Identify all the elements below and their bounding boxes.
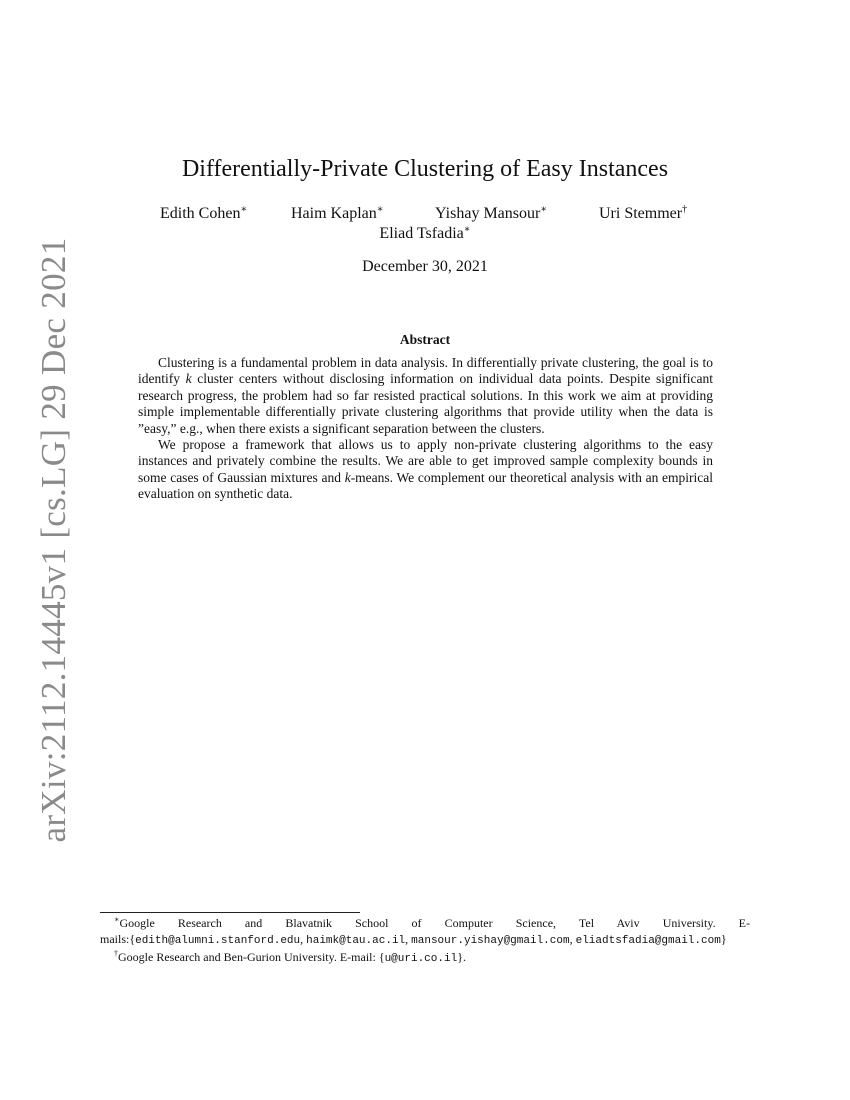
email-link[interactable]: edith@alumni.stanford.edu xyxy=(135,935,301,947)
footnotes xyxy=(100,915,750,967)
footnote-1-emails: mails:{edith@alumni.stanford.edu, haimk@tau.ac.il, mansour.yishay@gmail.com, eliadtsfadia@gmail.com} xyxy=(100,932,727,947)
footnote-2: †Google Research and Ben-Gurion University. E-mail: {u@uri.co.il}. xyxy=(114,949,466,965)
email-link[interactable]: mansour.yishay@gmail.com xyxy=(411,935,570,947)
email-link[interactable]: haimk@tau.ac.il xyxy=(306,935,406,947)
publication-date: December 30, 2021 xyxy=(362,258,488,275)
author-haim-kaplan: Haim Kaplan∗ xyxy=(291,204,384,222)
footnote-divider xyxy=(100,912,360,913)
abstract-heading: Abstract xyxy=(399,332,451,347)
author-uri-stemmer: Uri Stemmer† xyxy=(599,204,688,222)
author-yishay-mansour: Yishay Mansour∗ xyxy=(435,204,548,222)
abstract-paragraph-1: Clustering is a fundamental problem in data analysis. In differentially private clustering, the goal is to identify k cluster centers without disclosing information on individual data points. Despite significant research progress, the problem had so far resisted practical solutions. In this work we aim at providing simple implementable differentially private clustering algorithms that provide utility when the data is ”easy,” e.g., when there exists a significant separation between the clusters. xyxy=(138,355,713,436)
author-eliad-tsfadia: Eliad Tsfadia∗ xyxy=(379,224,471,242)
arxiv-stamp: arXiv:2112.14445v1 [cs.LG] 29 Dec 2021 xyxy=(34,237,73,843)
abstract-paragraph-2: We propose a framework that allows us to apply non-private clustering algorithms to the easy instances and privately combine the results. We are able to get improved sample complexity bounds in some cases of Gaussian mixtures and k-means. We complement our theoretical analysis with an empirical evaluation on synthetic data. xyxy=(138,437,713,502)
paper-title: Differentially-Private Clustering of Easy Instances xyxy=(181,156,669,182)
abstract-body xyxy=(138,355,713,503)
author-edith-cohen: Edith Cohen∗ xyxy=(160,204,248,222)
email-link[interactable]: u@uri.co.il xyxy=(384,953,458,965)
author-list xyxy=(0,204,850,224)
footnote-1: ∗Google Research and Blavatnik School of Computer Science, Tel Aviv University. E- xyxy=(114,915,750,930)
email-link[interactable]: eliadtsfadia@gmail.com xyxy=(575,935,721,947)
